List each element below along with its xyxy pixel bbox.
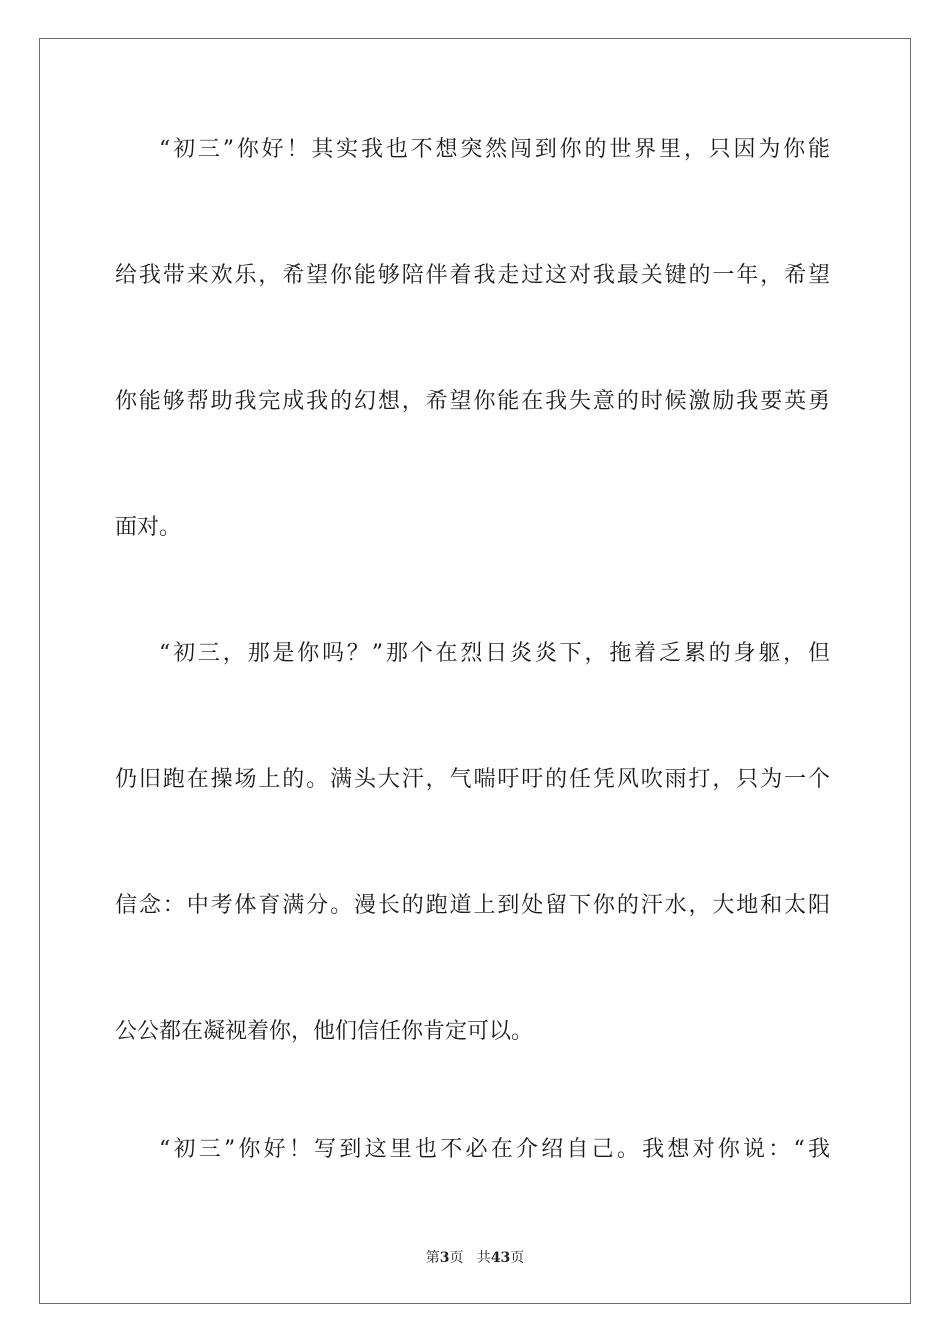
paragraph-1-line-3: 你能够帮助我完成我的幻想，希望你能在我失意的时候激励我要英勇: [115, 389, 830, 414]
footer-total-suffix: 页: [510, 1250, 525, 1266]
paragraph-1-line-2: 给我带来欢乐，希望你能够陪伴着我走过这对我最关键的一年，希望: [115, 263, 830, 288]
paragraph-2-line-3: 信念：中考体育满分。漫长的跑道上到处留下你的汗水，大地和太阳: [115, 893, 830, 918]
paragraph-2-line-2: 仍旧跑在操场上的。满头大汗，气喘吁吁的任凭风吹雨打，只为一个: [115, 767, 830, 792]
footer-total-prefix: 共: [476, 1250, 491, 1266]
paragraph-2-line-1: “初三，那是你吗？”那个在烈日炎炎下，拖着乏累的身躯，但: [159, 641, 830, 666]
footer-page-suffix: 页: [449, 1250, 464, 1266]
footer-total-number: 43: [490, 1250, 511, 1266]
paragraph-3-line-1: “初三”你好！写到这里也不必在介绍自己。我想对你说：“我: [159, 1137, 830, 1162]
paragraph-2-line-4: 公公都在凝视着你，他们信任你肯定可以。: [115, 1019, 534, 1044]
paragraph-1-line-4: 面对。: [115, 515, 182, 540]
footer-page-number: 3: [439, 1250, 450, 1266]
footer-page-prefix: 第: [425, 1250, 440, 1266]
paragraph-1-line-1: “初三”你好！其实我也不想突然闯到你的世界里，只因为你能: [159, 137, 830, 162]
page-footer: [0, 1248, 950, 1268]
